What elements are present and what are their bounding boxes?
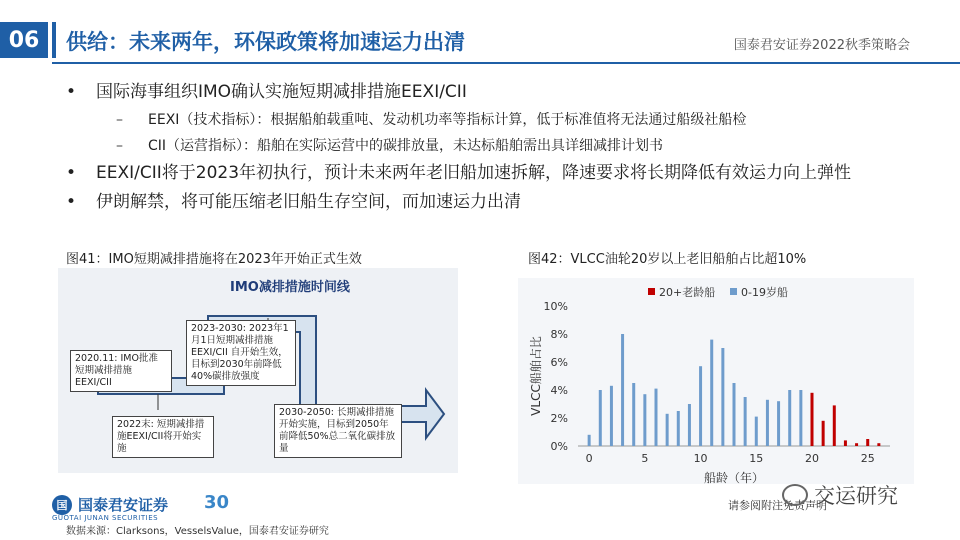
bar (621, 334, 624, 446)
bar (844, 440, 847, 446)
event-name: 国泰君安证券2022秋季策略会 (733, 38, 910, 53)
bar (588, 435, 591, 446)
x-tick-label: 5 (641, 452, 649, 465)
bullet-item: • 国际海事组织IMO确认实施短期减排措施EEXI/CII (66, 78, 946, 107)
bar (822, 421, 825, 446)
y-tick-label: 10% (543, 300, 568, 313)
bar (688, 404, 691, 446)
timeline-note-2020: 2020.11: IMO批准短期减排措施EEXI/CII (70, 350, 172, 392)
watermark-text: 交运研究 (814, 484, 898, 508)
figure41-caption: 图41：IMO短期减排措施将在2023年开始正式生效 (66, 252, 362, 267)
y-tick-label: 6% (550, 356, 568, 369)
company-logo (52, 494, 168, 515)
bar (733, 383, 736, 446)
header-divider (52, 62, 960, 64)
wechat-icon (782, 484, 808, 506)
timeline-title: IMO减排措施时间线 (230, 280, 350, 295)
logo-subtitle: GUOTAI JUNAN SECURITIES (52, 514, 159, 522)
bar (744, 397, 747, 446)
bar (666, 414, 669, 446)
legend-swatch (730, 288, 737, 295)
section-number: 06 (0, 22, 48, 58)
disclaimer-text: 请参阅附注免责声明 (728, 499, 827, 512)
bar (677, 411, 680, 446)
bar (755, 417, 758, 446)
legend-label: 0-19岁船 (741, 286, 788, 299)
sub-bullet-item: – CII（运营指标）：船舶在实际运营中的碳排放量，未达标船舶需出具详细减排计划书 (66, 133, 946, 159)
logo-text: 国泰君安证券 (78, 496, 169, 514)
figure42-chart (518, 278, 914, 484)
x-tick-label: 10 (693, 452, 708, 465)
bullet-item: • EEXI/CII将于2023年初执行，预计未来两年老旧船加速拆解，降速要求将长期降低有效运力向上弹性 (66, 159, 946, 188)
y-axis-label: VLCC船舶占比 (529, 336, 543, 416)
x-tick-label: 15 (749, 452, 764, 465)
bar (721, 348, 724, 446)
bar (766, 400, 769, 446)
anniversary-badge: 30 (204, 492, 230, 513)
bar (643, 394, 646, 446)
figure41-timeline (58, 268, 458, 473)
bar (877, 443, 880, 446)
bar (599, 390, 602, 446)
bar (866, 439, 869, 446)
timeline-note-2030: 2030-2050: 长期减排措施开始实施，目标到2050年前降低50%总二氧化碳排放量 (274, 404, 402, 458)
bar (632, 383, 635, 446)
bar (655, 389, 658, 446)
bar (799, 390, 802, 446)
y-tick-label: 2% (550, 412, 568, 425)
sub-bullet-item: – EEXI（技术指标）：根据船舶载重吨、发动机功率等指标计算，低于标准值将无法通过船级社船检 (66, 107, 946, 133)
bar (610, 386, 613, 446)
bullet-list (66, 78, 946, 217)
x-axis-label: 船龄（年） (703, 471, 765, 484)
watermark (782, 480, 898, 510)
title-accent-bar (52, 22, 56, 58)
legend-label: 20+老龄船 (659, 286, 716, 299)
y-tick-label: 8% (550, 328, 568, 341)
data-source: 数据来源：Clarksons，VesselsValue，国泰君安证券研究 (66, 526, 329, 537)
bullet-item: • 伊朗解禁，将可能压缩老旧船生存空间，而加速运力出清 (66, 188, 946, 217)
logo-mark: 国 (52, 495, 72, 515)
bar (788, 390, 791, 446)
bar (811, 393, 814, 446)
figure42-caption: 图42：VLCC油轮20岁以上老旧船舶占比超10% (528, 252, 807, 267)
bar (833, 405, 836, 446)
x-tick-label: 25 (860, 452, 875, 465)
x-tick-label: 20 (805, 452, 819, 465)
vlcc-age-bar-chart (518, 278, 914, 484)
bar (710, 340, 713, 446)
bar (699, 366, 702, 446)
bar (855, 443, 858, 446)
x-tick-label: 0 (585, 452, 593, 465)
bar (777, 401, 780, 446)
timeline-note-2023: 2023-2030: 2023年1月1日短期减排措施 EEXI/CII 自开始生效，目标到2030年前降低40%碳排放强度 (186, 320, 296, 386)
legend-swatch (648, 288, 655, 295)
y-tick-label: 4% (550, 384, 568, 397)
timeline-note-2022: 2022末: 短期减排措施EEXI/CII将开始实施 (112, 416, 214, 458)
page-title: 供给：未来两年，环保政策将加速运力出清 (66, 30, 465, 54)
y-tick-label: 0% (550, 440, 568, 453)
